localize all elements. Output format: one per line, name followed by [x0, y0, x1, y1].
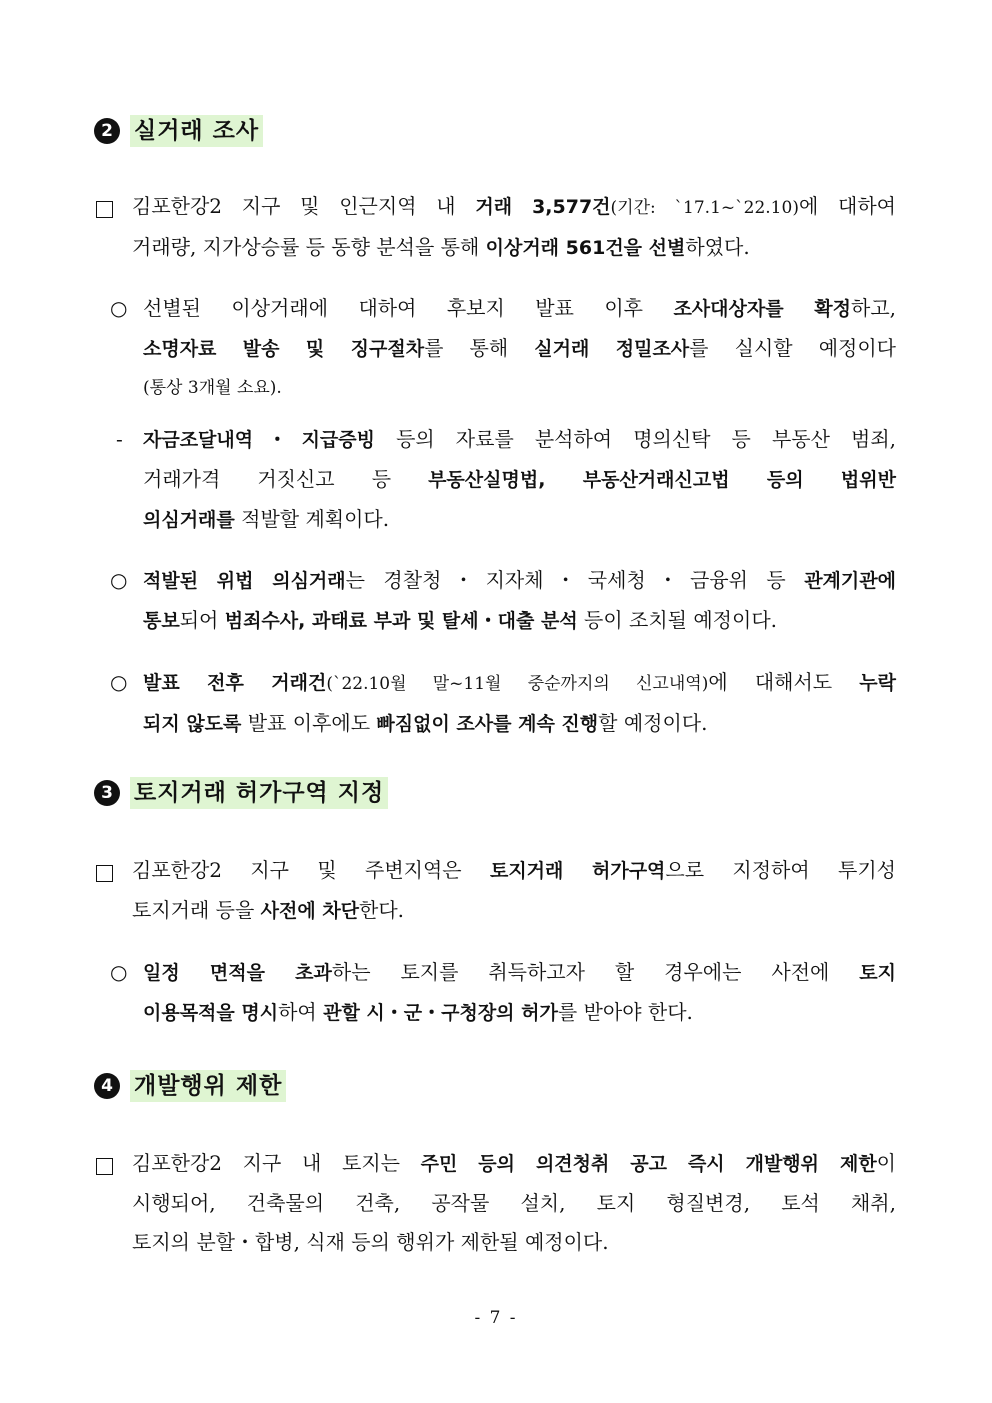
section-title-4: 개발행위 제한: [130, 1070, 286, 1102]
square-bullet: [96, 856, 113, 895]
section-heading-3: [94, 777, 388, 809]
paragraph-3-1: 김포한강2 지구 및 주변지역은 토지거래 허가구역으로 지정하여 투기성 토지거래 등을 사전에 차단한다.: [132, 858, 896, 922]
circle-bullet: ○: [110, 568, 128, 592]
circle-bullet: ○: [110, 670, 128, 694]
square-bullet: [96, 1149, 113, 1188]
section-number-2: 2: [94, 118, 120, 144]
section-heading-4: [94, 1070, 286, 1102]
section-title-3: 토지거래 허가구역 지정: [130, 777, 388, 809]
dash-bullet: -: [116, 427, 123, 451]
circle-bullet: ○: [110, 296, 128, 320]
paragraph-2-4: 적발된 위법 의심거래는 경찰청・지자체・국세청・금융위 등 관계기관에 통보되어 범죄수사, 과태료 부과 및 탈세・대출 분석 등이 조치될 예정이다.: [143, 568, 896, 632]
section-number-3: 3: [94, 780, 120, 806]
paragraph-2-3: 자금조달내역・지급증빙 등의 자료를 분석하여 명의신탁 등 부동산 범죄, 거래가격 거짓신고 등 부동산실명법, 부동산거래신고법 등의 법위반 의심거래를 적발할 계획이다.: [143, 427, 896, 531]
section-title-2: 실거래 조사: [130, 115, 263, 147]
section-number-4: 4: [94, 1073, 120, 1099]
paragraph-2-5: 발표 전후 거래건(`22.10월 말~11월 중순까지의 신고내역)에 대해서도 누락 되지 않도록 발표 이후에도 빠짐없이 조사를 계속 진행할 예정이다.: [143, 670, 896, 735]
paragraph-4-1: 김포한강2 지구 내 토지는 주민 등의 의견청취 공고 즉시 개발행위 제한이 시행되어, 건축물의 건축, 공작물 설치, 토지 형질변경, 토석 채취, 토지의 분할・합병, 식재 등의 행위가 제한될 예정이다.: [132, 1151, 896, 1254]
square-bullet: [96, 192, 113, 231]
paragraph-2-1: 김포한강2 지구 및 인근지역 내 거래 3,577건(기간: `17.1~`22.10)에 대하여 거래량, 지가상승률 등 동향 분석을 통해 이상거래 561건을 선별하였다.: [132, 194, 896, 259]
section-heading-2: [94, 115, 263, 147]
page-number: - 7 -: [474, 1308, 518, 1328]
paragraph-3-2: 일정 면적을 초과하는 토지를 취득하고자 할 경우에는 사전에 토지 이용목적을 명시하여 관할 시・군・구청장의 허가를 받아야 한다.: [143, 960, 896, 1024]
paragraph-2-2: 선별된 이상거래에 대하여 후보지 발표 이후 조사대상자를 확정하고, 소명자료 발송 및 징구절차를 통해 실거래 정밀조사를 실시할 예정이다 (통상 3개월 소요).: [143, 296, 896, 398]
circle-bullet: ○: [110, 960, 128, 984]
